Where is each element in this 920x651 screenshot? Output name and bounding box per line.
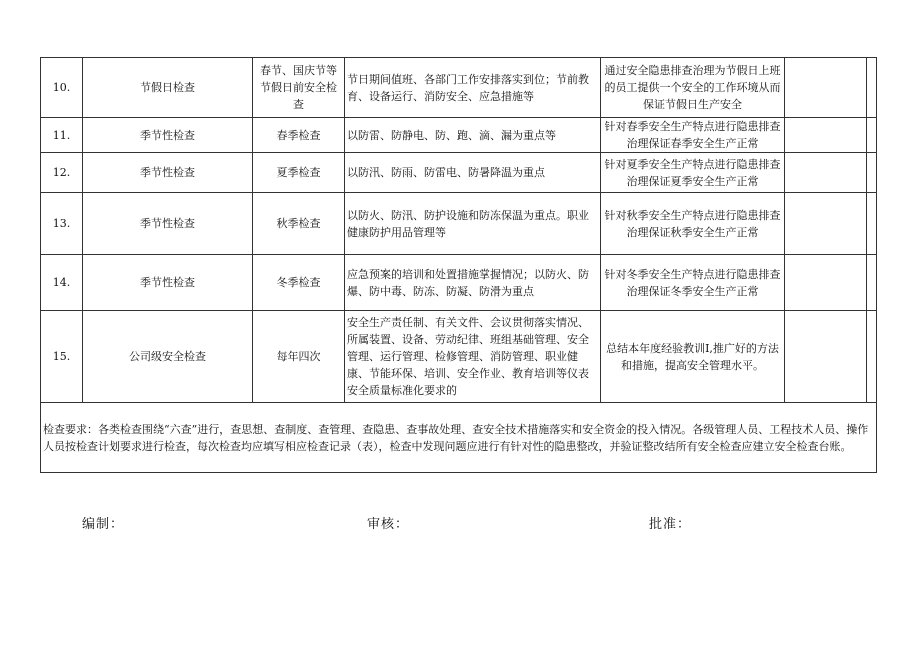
approved-by-label: 批准： bbox=[649, 517, 692, 532]
row-number: 12. bbox=[41, 153, 83, 193]
inspection-content: 节日期间值班、各部门工作安排落实到位；节前教育、设备运行、消防安全、应急措施等 bbox=[345, 58, 601, 118]
empty-cell bbox=[785, 311, 867, 403]
inspection-purpose: 针对春季安全生产特点进行隐患排查治理保证春季安全生产正常 bbox=[601, 118, 785, 153]
inspection-content: 以防雷、防静电、防、跑、滴、漏为重点等 bbox=[345, 118, 601, 153]
inspection-content: 安全生产责任制、有关文件、会议贯彻落实情况、所属装置、设备、劳动纪律、班组基础管理、安全管理、运行管理、检修管理、消防管理、职业健康、节能环保、培训、安全作业、教育培训等仪表安全质量标准化要求的 bbox=[345, 311, 601, 403]
inspection-type: 季节性检查 bbox=[83, 193, 253, 255]
inspection-name: 每年四次 bbox=[253, 311, 345, 403]
inspection-name: 冬季检查 bbox=[253, 255, 345, 311]
inspection-content: 以防火、防汛、防护设施和防冻保温为重点。职业健康防护用品管理等 bbox=[345, 193, 601, 255]
prepared-by-label: 编制： bbox=[82, 517, 125, 532]
inspection-requirements: 检查要求：各类检查围绕“六查”进行，查思想、查制度、查管理、查隐患、查事故处理、查安全技术措施落实和安全资金的投入情况。各级管理人员、工程技术人员、操作人员按检查计划要求进行检查，每次检查均应填写相应检查记录（表），检查中发现问题应进行有针对性的隐患整改，并验证整改结所有安全检查应建立安全检查台账。 bbox=[41, 403, 877, 473]
empty-cell bbox=[867, 311, 877, 403]
table-row bbox=[41, 153, 877, 193]
reviewed-by-label: 审核： bbox=[367, 517, 410, 532]
inspection-plan-table bbox=[40, 57, 877, 473]
inspection-content: 应急预案的培训和处置措施掌握情况；以防火、防爆、防中毒、防冻、防凝、防滑为重点 bbox=[345, 255, 601, 311]
inspection-name: 春季检查 bbox=[253, 118, 345, 153]
row-number: 10. bbox=[41, 58, 83, 118]
inspection-purpose: 通过安全隐患排查治理为节假日上班的员工提供一个安全的工作环境从而保证节假日生产安全 bbox=[601, 58, 785, 118]
inspection-purpose: 总结本年度经验教训I,推广好的方法和措施，提高安全管理水平。 bbox=[601, 311, 785, 403]
row-number: 13. bbox=[41, 193, 83, 255]
empty-cell bbox=[785, 193, 867, 255]
empty-cell bbox=[785, 255, 867, 311]
inspection-type: 公司级安全检查 bbox=[83, 311, 253, 403]
inspection-purpose: 针对冬季安全生产特点进行隐患排查治理保证冬季安全生产正常 bbox=[601, 255, 785, 311]
table-row bbox=[41, 255, 877, 311]
empty-cell bbox=[785, 153, 867, 193]
row-number: 14. bbox=[41, 255, 83, 311]
inspection-name: 春节、国庆节等节假日前安全检查 bbox=[253, 58, 345, 118]
table-row bbox=[41, 118, 877, 153]
inspection-purpose: 针对秋季安全生产特点进行隐患排查治理保证秋季安全生产正常 bbox=[601, 193, 785, 255]
inspection-type: 季节性检查 bbox=[83, 118, 253, 153]
empty-cell bbox=[867, 58, 877, 118]
inspection-type: 季节性检查 bbox=[83, 255, 253, 311]
row-number: 11. bbox=[41, 118, 83, 153]
inspection-name: 夏季检查 bbox=[253, 153, 345, 193]
inspection-purpose: 针对夏季安全生产特点进行隐患排查治理保证夏季安全生产正常 bbox=[601, 153, 785, 193]
empty-cell bbox=[867, 153, 877, 193]
table-row bbox=[41, 311, 877, 403]
row-number: 15. bbox=[41, 311, 83, 403]
inspection-content: 以防汛、防雨、防雷电、防暑降温为重点 bbox=[345, 153, 601, 193]
empty-cell bbox=[867, 193, 877, 255]
inspection-type: 节假日检查 bbox=[83, 58, 253, 118]
empty-cell bbox=[867, 255, 877, 311]
empty-cell bbox=[785, 58, 867, 118]
inspection-type: 季节性检查 bbox=[83, 153, 253, 193]
table-row bbox=[41, 58, 877, 118]
table-row bbox=[41, 403, 877, 473]
empty-cell bbox=[785, 118, 867, 153]
table-row bbox=[41, 193, 877, 255]
empty-cell bbox=[867, 118, 877, 153]
inspection-name: 秋季检查 bbox=[253, 193, 345, 255]
